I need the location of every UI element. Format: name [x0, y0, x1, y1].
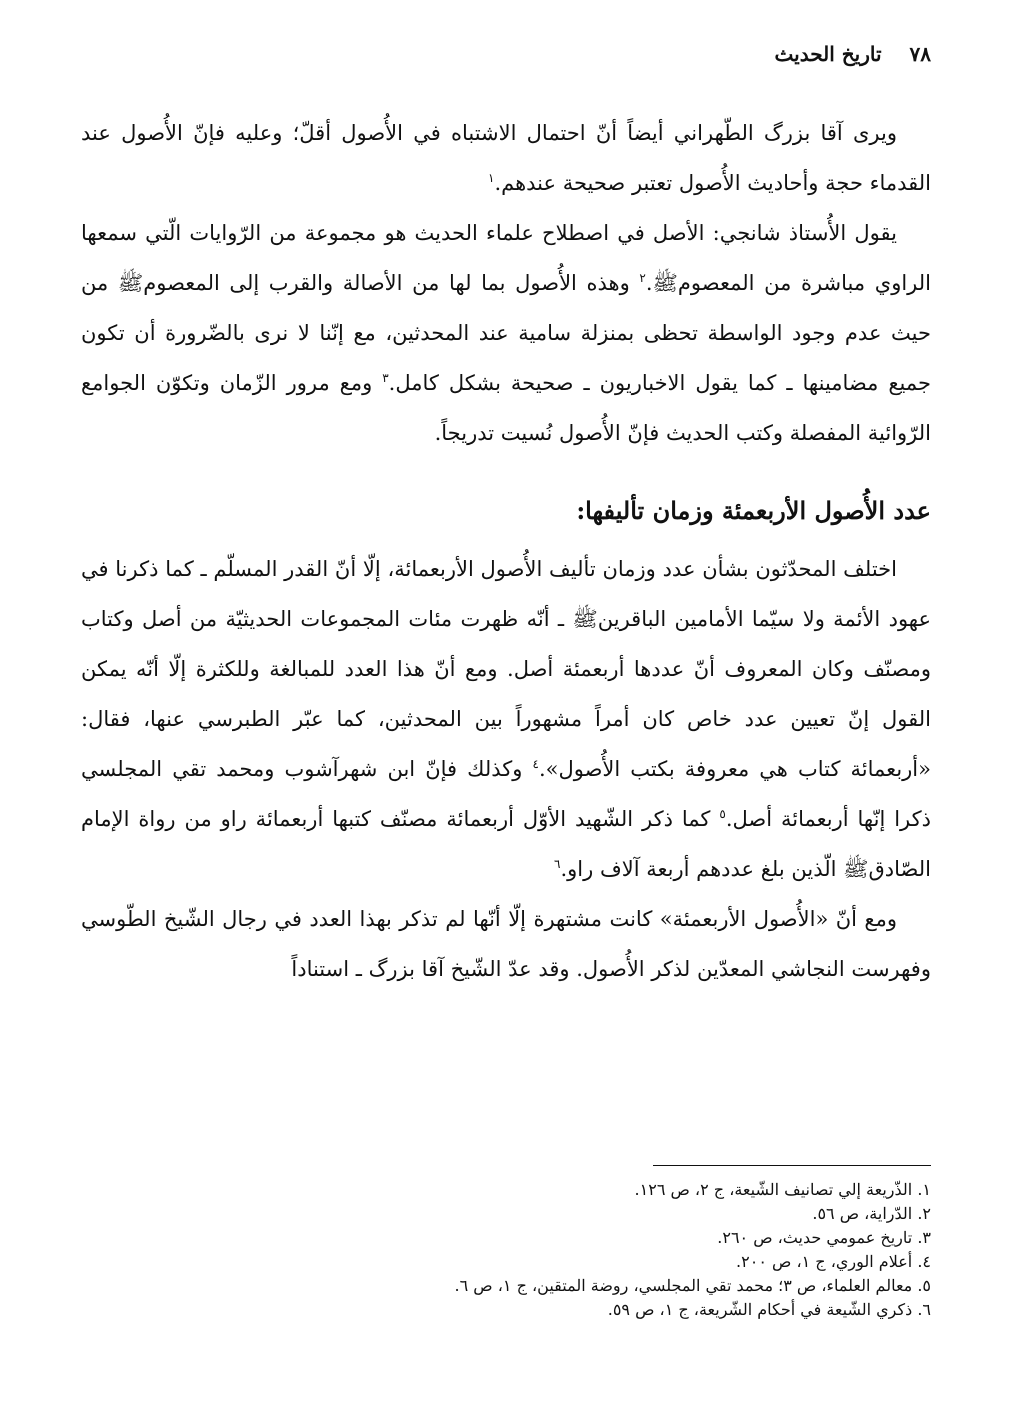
paragraph-4-text: ومع أنّ «الأُصول الأربعمئة» كانت مشتهرة إلّا أنّها لم تذكر بهذا العدد في رجال الشّيخ الطّوسي وفهرست النجاشي المعدّين لذكر الأُصول. وقد عدّ الشّيخ آقا بزرگ ـ استناداً	[81, 907, 931, 981]
footnote-ref-6: ٦	[554, 857, 561, 871]
main-text	[81, 108, 931, 994]
section-heading: عدد الأُصول الأربعمئة وزمان تأليفها:	[576, 496, 931, 525]
running-title: تاريخ الحديث	[774, 42, 882, 66]
footnote-item: ٦. ذكري الشّيعة في أحكام الشّريعة، ج ١، ص ٥٩.	[607, 1300, 931, 1319]
footnote-ref-3: ٣	[382, 371, 389, 385]
footnote-item: ٣. تاريخ عمومي حديث، ص ٢٦٠.	[717, 1228, 931, 1247]
page-number: ٧٨	[909, 42, 931, 66]
footnotes-divider	[653, 1165, 931, 1166]
footnote-ref-5: ٥	[719, 807, 726, 821]
paragraph-2-text-c: ومع مرور الزّمان وتكوّن الجوامع الرّوائية المفصلة وكتب الحديث فإنّ الأُصول نُسيت تدريجاً.	[81, 371, 931, 445]
paragraph-1	[81, 108, 931, 208]
paragraph-1-text: ويرى آقا بزرگ الطّهراني أيضاً أنّ احتمال الاشتباه في الأُصول أقلّ؛ وعليه فإنّ الأُصول عند القدماء حجة وأحاديث الأُصول تعتبر صحيحة عندهم.	[81, 121, 931, 195]
footnote-ref-1: ١	[487, 171, 495, 185]
paragraph-4	[81, 894, 931, 994]
paragraph-2-text-a: يقول الأُستاذ شانجي: الأصل في اصطلاح علماء الحديث هو مجموعة من الرّوايات الّتي سمعها الراوي مباشرة من المعصومﷺ.	[81, 221, 931, 295]
footnote-item: ٥. معالم العلماء، ص ٣؛ محمد تقي المجلسي، روضة المتقين، ج ١، ص ٦.	[454, 1276, 931, 1295]
footnote-item: ٤. أعلام الوري، ج ١، ص ٢٠٠.	[736, 1252, 931, 1271]
paragraph-3	[81, 544, 931, 894]
footnote-item: ١. الذّريعة إلي تصانيف الشّيعة، ج ٢، ص ١٢٦.	[634, 1180, 931, 1199]
footnote-ref-2: ٢	[639, 271, 646, 285]
paragraph-3-text-b: وكذلك فإنّ ابن شهرآشوب ومحمد تقي المجلسي ذكرا إنّها أربعمائة أصل.	[81, 757, 931, 831]
footnotes-list	[81, 1178, 931, 1322]
paragraph-2-text-b: وهذه الأُصول بما لها من الأصالة والقرب إلى المعصومﷺ من حيث عدم وجود الواسطة تحظى بمنزلة سامية عند المحدثين، مع إنّنا لا نرى بالضّرورة أن تكون جميع مضامينها ـ كما يقول الاخباريون ـ صحيحة بشكل كامل.	[81, 271, 931, 395]
paragraph-2	[81, 208, 931, 458]
footnote-ref-4: ٤	[532, 757, 539, 771]
paragraph-3-text-a: اختلف المحدّثون بشأن عدد وزمان تأليف الأُصول الأربعمائة، إلّا أنّ القدر المسلّم ـ كما ذكرنا في عهود الأئمة ولا سيّما الأمامين الباقرينﷺ ـ أنّه ظهرت مئات المجموعات الحديثيّة من أصل وكتاب ومصنّف وكان المعروف أنّ عددها أربعمئة أصل. ومع أنّ هذا العدد للمبالغة وللكثرة إلّا أنّه يمكن القول إنّ تعيين عدد خاص كان أمراً مشهوراً بين المحدثين، كما عبّر الطبرسي عنها، فقال: «أربعمائة كتاب هي معروفة بكتب الأُصول».	[81, 557, 931, 781]
running-header	[774, 42, 931, 66]
paragraph-3-text-c: كما ذكر الشّهيد الأوّل أربعمائة مصنّف كتبها أربعمائة راو من رواة الإمام الصّادقﷺ الّذين بلغ عددهم أربعة آلاف راو.	[81, 807, 931, 881]
footnote-item: ٢. الدّراية، ص ٥٦.	[812, 1204, 931, 1223]
